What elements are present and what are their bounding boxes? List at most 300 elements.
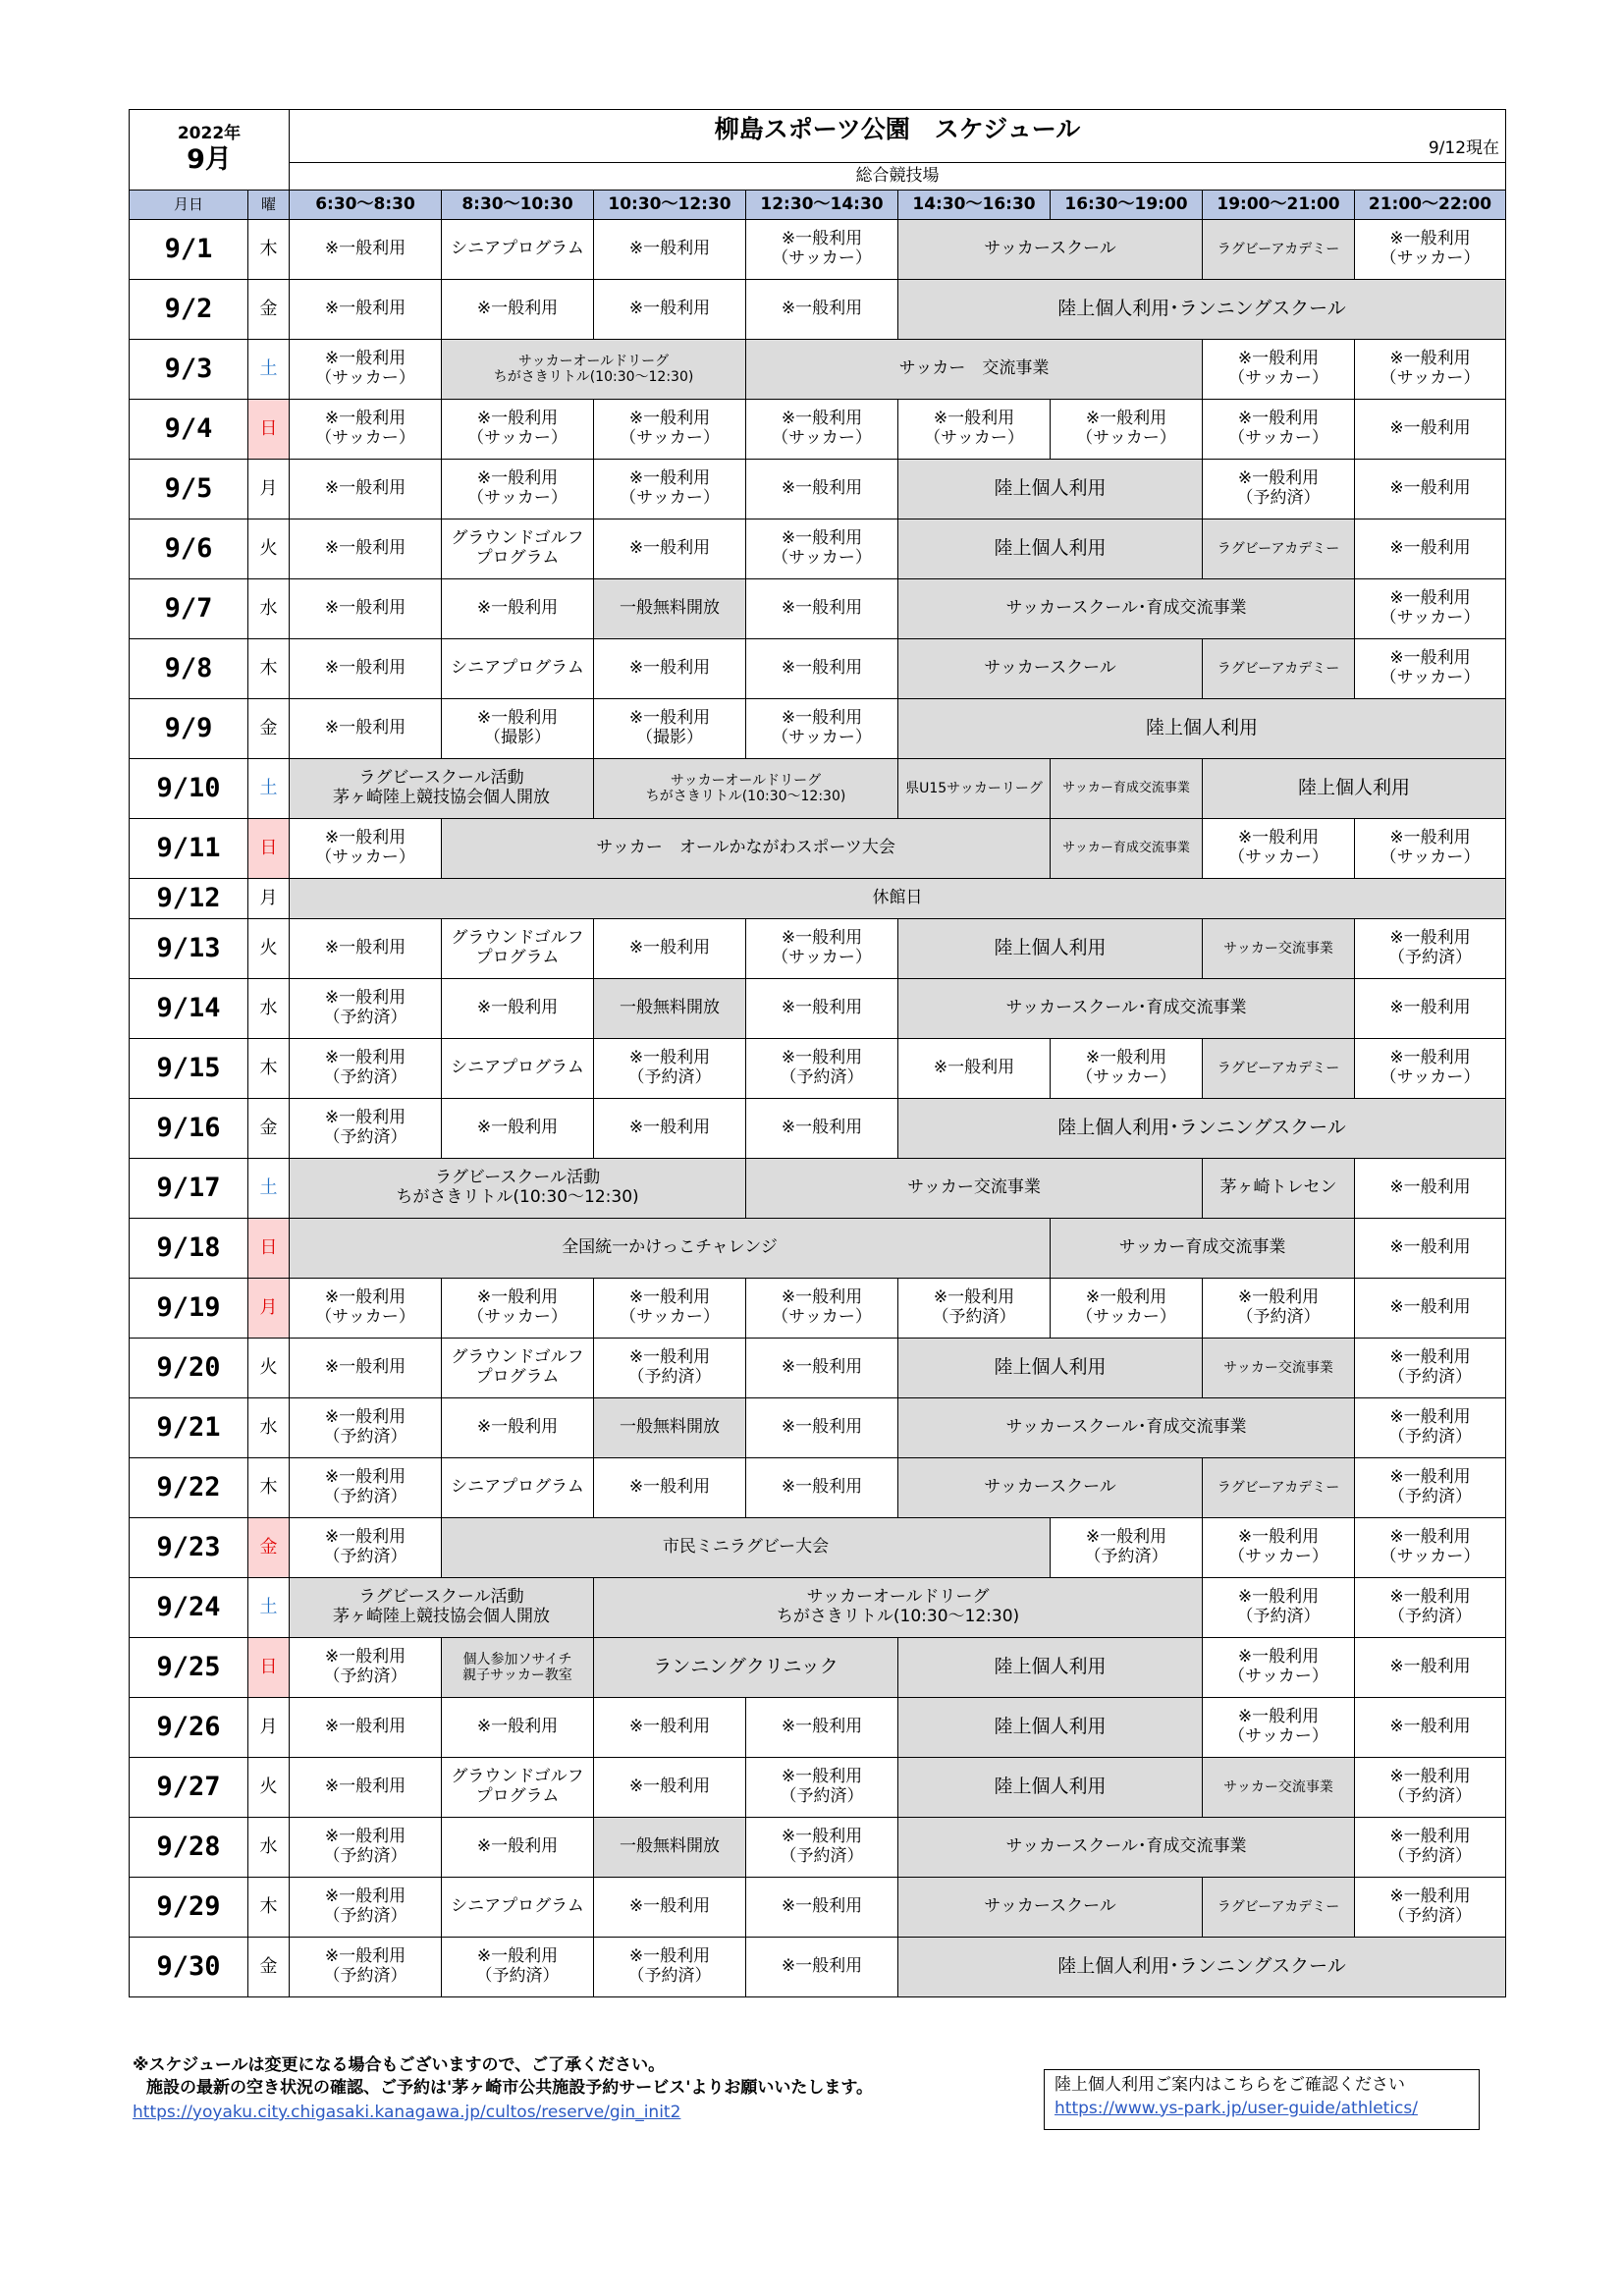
schedule-cell (1355, 400, 1506, 460)
schedule-row (130, 1339, 1506, 1398)
schedule-cell (442, 979, 594, 1039)
schedule-cell (746, 579, 898, 639)
schedule-cell (1051, 1039, 1203, 1099)
schedule-cell (442, 460, 594, 519)
date-cell: 9/28 (130, 1818, 248, 1878)
schedule-cell (746, 1938, 898, 1997)
schedule-cell-line: シニアプログラム (451, 658, 584, 679)
schedule-cell-line: 陸上個人利用･ランニングスクール (1057, 298, 1346, 320)
schedule-cell (898, 1339, 1203, 1398)
schedule-cell (898, 1039, 1051, 1099)
schedule-row (130, 1518, 1506, 1578)
schedule-cell (1355, 1279, 1506, 1339)
schedule-cell-line: ちがさきリトル(10:30〜12:30) (776, 1607, 1020, 1626)
schedule-cell (594, 1818, 746, 1878)
schedule-cell (594, 220, 746, 280)
schedule-cell (1051, 759, 1203, 819)
schedule-cell-line: サッカーオールドリーグ (806, 1587, 990, 1608)
schedule-row (130, 1878, 1506, 1938)
schedule-cell-line: （予約済） (1388, 1607, 1473, 1626)
schedule-cell-line: ※一般利用 (1389, 478, 1471, 499)
schedule-cell-line: ※一般利用 (1389, 418, 1471, 439)
schedule-cell (898, 1279, 1051, 1339)
schedule-cell (1203, 1279, 1355, 1339)
schedule-row (130, 979, 1506, 1039)
weekday-cell: 水 (248, 579, 290, 639)
schedule-cell (1203, 340, 1355, 400)
schedule-row (130, 579, 1506, 639)
schedule-cell-line: ちがさきリトル(10:30〜12:30) (645, 789, 846, 804)
schedule-cell-line: ※一般利用 (324, 478, 406, 499)
schedule-cell (746, 340, 1203, 400)
schedule-cell-line: ※一般利用 (628, 1896, 711, 1917)
schedule-cell (442, 1938, 594, 1997)
schedule-cell (1051, 819, 1203, 879)
col-header-timeslot: 12:30〜14:30 (746, 191, 898, 220)
schedule-cell-line: ※一般利用 (1389, 1347, 1471, 1368)
schedule-cell (290, 919, 442, 979)
schedule-cell (1203, 1518, 1355, 1578)
schedule-cell-line: ※一般利用 (476, 1717, 559, 1737)
schedule-cell (594, 280, 746, 340)
schedule-cell-line: （サッカー） (1380, 1067, 1481, 1087)
schedule-cell-line: サッカースクール (984, 1477, 1116, 1498)
schedule-cell-line: ※一般利用 (1237, 828, 1320, 848)
schedule-cell-line: サッカースクール (984, 239, 1116, 259)
schedule-cell-line: ※一般利用 (628, 1477, 711, 1498)
schedule-cell (898, 579, 1355, 639)
schedule-cell-line: ※一般利用 (324, 1527, 406, 1548)
schedule-row (130, 1698, 1506, 1758)
schedule-cell-line: （予約済） (323, 1487, 407, 1506)
schedule-cell-line: 陸上個人利用 (994, 937, 1107, 959)
schedule-cell (290, 460, 442, 519)
schedule-cell (1355, 1878, 1506, 1938)
schedule-cell (1355, 819, 1506, 879)
schedule-cell-line: ※一般利用 (324, 1287, 406, 1308)
schedule-cell (1051, 1518, 1203, 1578)
schedule-cell-line: 茅ヶ崎陸上競技協会個人開放 (333, 1607, 551, 1626)
schedule-cell-line: （予約済） (1388, 1786, 1473, 1806)
schedule-cell-line: ※一般利用 (1085, 1287, 1167, 1308)
weekday-cell: 木 (248, 1039, 290, 1099)
schedule-cell (442, 919, 594, 979)
date-cell: 9/23 (130, 1518, 248, 1578)
date-cell: 9/13 (130, 919, 248, 979)
schedule-cell-line: ラグビーアカデミー (1217, 1479, 1340, 1496)
weekday-cell: 月 (248, 1698, 290, 1758)
schedule-row (130, 1398, 1506, 1458)
schedule-cell (290, 819, 442, 879)
schedule-cell-line: （サッカー） (772, 728, 872, 747)
schedule-cell-line: 一般無料開放 (620, 998, 721, 1018)
schedule-cell (1355, 919, 1506, 979)
weekday-cell: 月 (248, 879, 290, 919)
schedule-cell-line: サッカースクール･育成交流事業 (1005, 998, 1247, 1018)
schedule-cell-line: ※一般利用 (628, 1777, 711, 1797)
schedule-cell (1355, 1698, 1506, 1758)
schedule-cell (594, 1938, 746, 1997)
schedule-cell-line: プログラム (475, 1367, 560, 1387)
date-cell: 9/19 (130, 1279, 248, 1339)
schedule-cell-line: ※一般利用 (781, 229, 863, 249)
schedule-cell (1355, 979, 1506, 1039)
col-header-timeslot: 10:30〜12:30 (594, 191, 746, 220)
schedule-cell-line: （予約済） (780, 1786, 864, 1806)
weekday-cell: 水 (248, 979, 290, 1039)
schedule-cell-line: （撮影） (484, 728, 552, 747)
schedule-cell (290, 979, 442, 1039)
schedule-row (130, 1938, 1506, 1997)
schedule-cell-line: ※一般利用 (324, 1717, 406, 1737)
schedule-cell-line: ※一般利用 (628, 1287, 711, 1308)
schedule-cell-line: （予約済） (780, 1846, 864, 1866)
schedule-cell (290, 1339, 442, 1398)
schedule-cell-line: （予約済） (1236, 1607, 1321, 1626)
page-title: 柳島スポーツ公園 スケジュール (714, 115, 1081, 143)
schedule-cell-line: （予約済） (323, 1906, 407, 1926)
schedule-cell-line: シニアプログラム (451, 239, 584, 259)
date-cell: 9/10 (130, 759, 248, 819)
schedule-cell-line: ※一般利用 (781, 1956, 863, 1977)
schedule-cell-line: 陸上個人利用 (994, 537, 1107, 560)
schedule-cell (442, 1099, 594, 1159)
schedule-cell-line: （サッカー） (772, 428, 872, 448)
schedule-cell-line: プログラム (475, 948, 560, 967)
schedule-cell (290, 1638, 442, 1698)
schedule-cell-line: （予約済） (1388, 1846, 1473, 1866)
schedule-cell (290, 1219, 1051, 1279)
schedule-cell (1051, 1219, 1355, 1279)
schedule-cell (746, 1339, 898, 1398)
schedule-cell (746, 519, 898, 579)
schedule-row (130, 1159, 1506, 1219)
schedule-cell-line: （サッカー） (772, 948, 872, 967)
weekday-cell: 金 (248, 280, 290, 340)
schedule-cell-line: ※一般利用 (628, 938, 711, 958)
schedule-cell-line: （サッカー） (467, 488, 568, 508)
schedule-cell-line: サッカー交流事業 (1223, 1778, 1333, 1795)
col-header-timeslot: 16:30〜19:00 (1051, 191, 1203, 220)
schedule-cell (1203, 460, 1355, 519)
schedule-cell-line: シニアプログラム (451, 1477, 584, 1498)
schedule-cell (442, 220, 594, 280)
schedule-cell-line: サッカー交流事業 (907, 1177, 1041, 1198)
schedule-cell-line: （予約済） (932, 1307, 1016, 1327)
schedule-cell (898, 979, 1355, 1039)
schedule-cell-line: ※一般利用 (324, 1357, 406, 1378)
weekday-cell: 日 (248, 400, 290, 460)
schedule-cell-line: （予約済） (1388, 1367, 1473, 1387)
date-cell: 9/14 (130, 979, 248, 1039)
schedule-cell (898, 1818, 1355, 1878)
schedule-cell-line: ※一般利用 (628, 1048, 711, 1068)
weekday-cell: 土 (248, 340, 290, 400)
schedule-cell (898, 639, 1203, 699)
schedule-row (130, 1458, 1506, 1518)
schedule-cell-line: 一般無料開放 (620, 1836, 721, 1857)
schedule-cell-line: ※一般利用 (324, 538, 406, 559)
date-cell: 9/27 (130, 1758, 248, 1818)
schedule-cell-line: サッカースクール (984, 1896, 1116, 1917)
schedule-cell-line: グラウンドゴルフ (451, 528, 584, 549)
schedule-cell-line: 個人参加ソサイチ (462, 1651, 572, 1667)
schedule-cell-line: ※一般利用 (781, 598, 863, 619)
schedule-cell-line: ※一般利用 (324, 828, 406, 848)
schedule-cell-line: （サッカー） (1076, 1067, 1176, 1087)
schedule-cell-line: サッカー育成交流事業 (1118, 1237, 1286, 1258)
schedule-cell-line: （予約済） (323, 1547, 407, 1566)
schedule-cell (290, 1878, 442, 1938)
schedule-cell-line: ※一般利用 (781, 299, 863, 319)
schedule-cell-line: ※一般利用 (781, 1357, 863, 1378)
schedule-cell-line: ※一般利用 (324, 349, 406, 369)
date-cell: 9/8 (130, 639, 248, 699)
schedule-cell-line: ※一般利用 (628, 468, 711, 489)
schedule-cell (1355, 220, 1506, 280)
schedule-cell (1203, 1458, 1355, 1518)
schedule-row (130, 1758, 1506, 1818)
year-label: 2022年 (177, 124, 242, 144)
schedule-cell-line: （サッカー） (467, 428, 568, 448)
schedule-cell-line: ※一般利用 (781, 928, 863, 949)
weekday-cell: 木 (248, 639, 290, 699)
date-cell: 9/1 (130, 220, 248, 280)
schedule-cell-line: （サッカー） (1076, 1307, 1176, 1327)
schedule-cell-line: ※一般利用 (1389, 648, 1471, 669)
schedule-cell-line: （サッカー） (1076, 428, 1176, 448)
date-cell: 9/25 (130, 1638, 248, 1698)
weekday-cell: 火 (248, 919, 290, 979)
schedule-cell (898, 220, 1203, 280)
schedule-cell (290, 579, 442, 639)
schedule-cell-line: ※一般利用 (1237, 468, 1320, 489)
schedule-row (130, 1578, 1506, 1638)
schedule-row (130, 280, 1506, 340)
schedule-cell-line: ※一般利用 (781, 1896, 863, 1917)
schedule-cell-line: ※一般利用 (1389, 1657, 1471, 1677)
schedule-cell (290, 1159, 746, 1219)
schedule-cell (442, 819, 1051, 879)
schedule-cell-line: （サッカー） (1228, 1547, 1328, 1566)
reservation-link[interactable]: https://yoyaku.city.chigasaki.kanagawa.jp/cultos/reserve/gin_init2 (133, 2103, 681, 2122)
schedule-cell (290, 759, 594, 819)
schedule-row (130, 919, 1506, 979)
schedule-cell-line: 全国統一かけっこチャレンジ (562, 1237, 778, 1258)
schedule-cell-line: 陸上個人利用 (994, 1776, 1107, 1798)
schedule-cell (442, 1518, 1051, 1578)
schedule-cell-line: ※一般利用 (1389, 1886, 1471, 1907)
schedule-cell (1355, 1159, 1506, 1219)
schedule-cell (746, 1099, 898, 1159)
schedule-cell-line: ※一般利用 (476, 1946, 559, 1967)
schedule-cell (898, 1398, 1355, 1458)
schedule-cell (746, 220, 898, 280)
schedule-cell-line: ※一般利用 (1389, 1237, 1471, 1258)
schedule-cell-line: サッカーオールドリーグ (670, 772, 822, 789)
schedule-cell-line: （サッカー） (1380, 248, 1481, 268)
schedule-cell (1203, 1878, 1355, 1938)
schedule-cell-line: （サッカー） (1380, 368, 1481, 388)
schedule-cell (594, 1698, 746, 1758)
schedule-cell (594, 1578, 1203, 1638)
schedule-row (130, 340, 1506, 400)
schedule-row (130, 819, 1506, 879)
schedule-cell (1203, 1578, 1355, 1638)
schedule-cell-line: サッカー育成交流事業 (1062, 840, 1190, 855)
schedule-cell-line: ※一般利用 (781, 1477, 863, 1498)
schedule-cell (290, 639, 442, 699)
schedule-cell-line: 市民ミニラグビー大会 (662, 1537, 830, 1558)
schedule-cell (1203, 919, 1355, 979)
schedule-cell-line: ラグビースクール活動 (358, 768, 524, 789)
schedule-row (130, 460, 1506, 519)
schedule-cell-line: ※一般利用 (1389, 1587, 1471, 1608)
schedule-cell-line: ※一般利用 (1389, 229, 1471, 249)
schedule-cell-line: ※一般利用 (324, 239, 406, 259)
schedule-cell-line: （サッカー） (1228, 428, 1328, 448)
schedule-cell-line: ※一般利用 (324, 1777, 406, 1797)
schedule-cell (594, 1638, 898, 1698)
schedule-row (130, 1219, 1506, 1279)
date-cell: 9/22 (130, 1458, 248, 1518)
schedule-cell-line: ※一般利用 (1237, 349, 1320, 369)
schedule-cell-line: （サッカー） (620, 488, 720, 508)
schedule-cell-line: （予約済） (627, 1966, 712, 1986)
schedule-cell-line: ※一般利用 (1389, 588, 1471, 609)
schedule-cell (442, 1758, 594, 1818)
schedule-cell-line: （サッカー） (620, 428, 720, 448)
schedule-cell-line: （予約済） (323, 1008, 407, 1027)
weekday-cell: 月 (248, 460, 290, 519)
date-cell: 9/18 (130, 1219, 248, 1279)
col-header-timeslot: 21:00〜22:00 (1355, 191, 1506, 220)
schedule-cell (1203, 759, 1506, 819)
schedule-cell-line: ※一般利用 (781, 1767, 863, 1787)
schedule-cell (746, 1878, 898, 1938)
schedule-cell-line: サッカー 交流事業 (898, 358, 1050, 379)
schedule-cell-line: ※一般利用 (1389, 998, 1471, 1018)
schedule-cell (290, 1818, 442, 1878)
schedule-cell (1355, 1818, 1506, 1878)
schedule-cell (442, 519, 594, 579)
schedule-cell (898, 1458, 1203, 1518)
schedule-cell (290, 400, 442, 460)
schedule-cell-line: ※一般利用 (1389, 538, 1471, 559)
month-cell (130, 110, 290, 191)
schedule-cell (1203, 220, 1355, 280)
schedule-cell (1203, 1039, 1355, 1099)
schedule-cell-line: ※一般利用 (1389, 1717, 1471, 1737)
weekday-cell: 金 (248, 1518, 290, 1578)
weekday-cell: 木 (248, 1878, 290, 1938)
schedule-cell-line: ※一般利用 (628, 538, 711, 559)
schedule-cell-line: ※一般利用 (476, 598, 559, 619)
schedule-cell (594, 1878, 746, 1938)
schedule-cell-line: （サッカー） (1228, 368, 1328, 388)
schedule-cell (594, 1758, 746, 1818)
schedule-cell-line: （予約済） (1236, 1307, 1321, 1327)
schedule-cell-line: サッカーオールドリーグ (517, 353, 670, 369)
schedule-cell-line: （予約済） (1388, 1906, 1473, 1926)
schedule-cell (746, 1039, 898, 1099)
schedule-cell-line: （サッカー） (1380, 1547, 1481, 1566)
col-header-timeslot: 6:30〜8:30 (290, 191, 442, 220)
schedule-cell-line: 茅ヶ崎トレセン (1219, 1177, 1337, 1198)
schedule-row (130, 1279, 1506, 1339)
schedule-cell (746, 1398, 898, 1458)
as-of-date: 9/12現在 (1428, 138, 1500, 159)
schedule-cell (594, 1279, 746, 1339)
date-cell: 9/20 (130, 1339, 248, 1398)
schedule-cell-line: 陸上個人利用 (1146, 717, 1259, 739)
schedule-cell (442, 1039, 594, 1099)
schedule-cell (898, 400, 1051, 460)
schedule-cell-line: （サッカー） (467, 1307, 568, 1327)
schedule-cell-line: ※一般利用 (1389, 349, 1471, 369)
schedule-cell (594, 460, 746, 519)
schedule-cell-line: （サッカー） (1228, 1726, 1328, 1746)
schedule-cell (746, 1159, 1203, 1219)
schedule-cell-line: サッカースクール･育成交流事業 (1005, 598, 1247, 619)
athletics-info-box (1044, 2069, 1480, 2130)
title-cell (290, 110, 1506, 163)
schedule-row (130, 1039, 1506, 1099)
schedule-cell-line: プログラム (475, 1786, 560, 1806)
schedule-cell (290, 879, 1506, 919)
schedule-cell (1203, 1758, 1355, 1818)
schedule-cell-line: 一般無料開放 (620, 1417, 721, 1438)
athletics-info-link[interactable]: https://www.ys-park.jp/user-guide/athletics/ (1055, 2098, 1418, 2118)
schedule-cell-line: ※一般利用 (476, 998, 559, 1018)
date-cell: 9/11 (130, 819, 248, 879)
schedule-cell-line: 一般無料開放 (620, 598, 721, 619)
schedule-cell-line: （予約済） (323, 1127, 407, 1147)
schedule-cell (442, 1398, 594, 1458)
schedule-cell (594, 919, 746, 979)
schedule-cell-line: （予約済） (1084, 1547, 1168, 1566)
schedule-cell (594, 519, 746, 579)
schedule-cell-line: ※一般利用 (628, 1118, 711, 1138)
schedule-cell (594, 759, 898, 819)
schedule-cell (442, 1638, 594, 1698)
schedule-cell-line: ※一般利用 (324, 1946, 406, 1967)
schedule-cell-line: （予約済） (627, 1067, 712, 1087)
schedule-cell-line: （サッカー） (315, 1307, 415, 1327)
schedule-cell-line: ※一般利用 (1389, 1767, 1471, 1787)
schedule-row (130, 400, 1506, 460)
schedule-cell-line: ※一般利用 (781, 478, 863, 499)
schedule-cell (290, 699, 442, 759)
weekday-cell: 日 (248, 1219, 290, 1279)
schedule-cell-line: ※一般利用 (324, 658, 406, 679)
schedule-cell-line: 親子サッカー教室 (462, 1667, 572, 1683)
date-cell: 9/29 (130, 1878, 248, 1938)
schedule-cell (290, 1458, 442, 1518)
schedule-cell-line: ※一般利用 (628, 1347, 711, 1368)
schedule-cell-line: ※一般利用 (1389, 928, 1471, 949)
schedule-cell (290, 1099, 442, 1159)
schedule-cell-line: ※一般利用 (628, 708, 711, 729)
footer-notes (133, 2054, 1016, 2100)
schedule-cell (442, 340, 746, 400)
schedule-cell (1203, 1339, 1355, 1398)
date-cell: 9/26 (130, 1698, 248, 1758)
schedule-cell (1203, 1159, 1355, 1219)
schedule-cell-line: ※一般利用 (324, 1886, 406, 1907)
schedule-cell-line: ※一般利用 (476, 409, 559, 429)
schedule-cell (594, 400, 746, 460)
